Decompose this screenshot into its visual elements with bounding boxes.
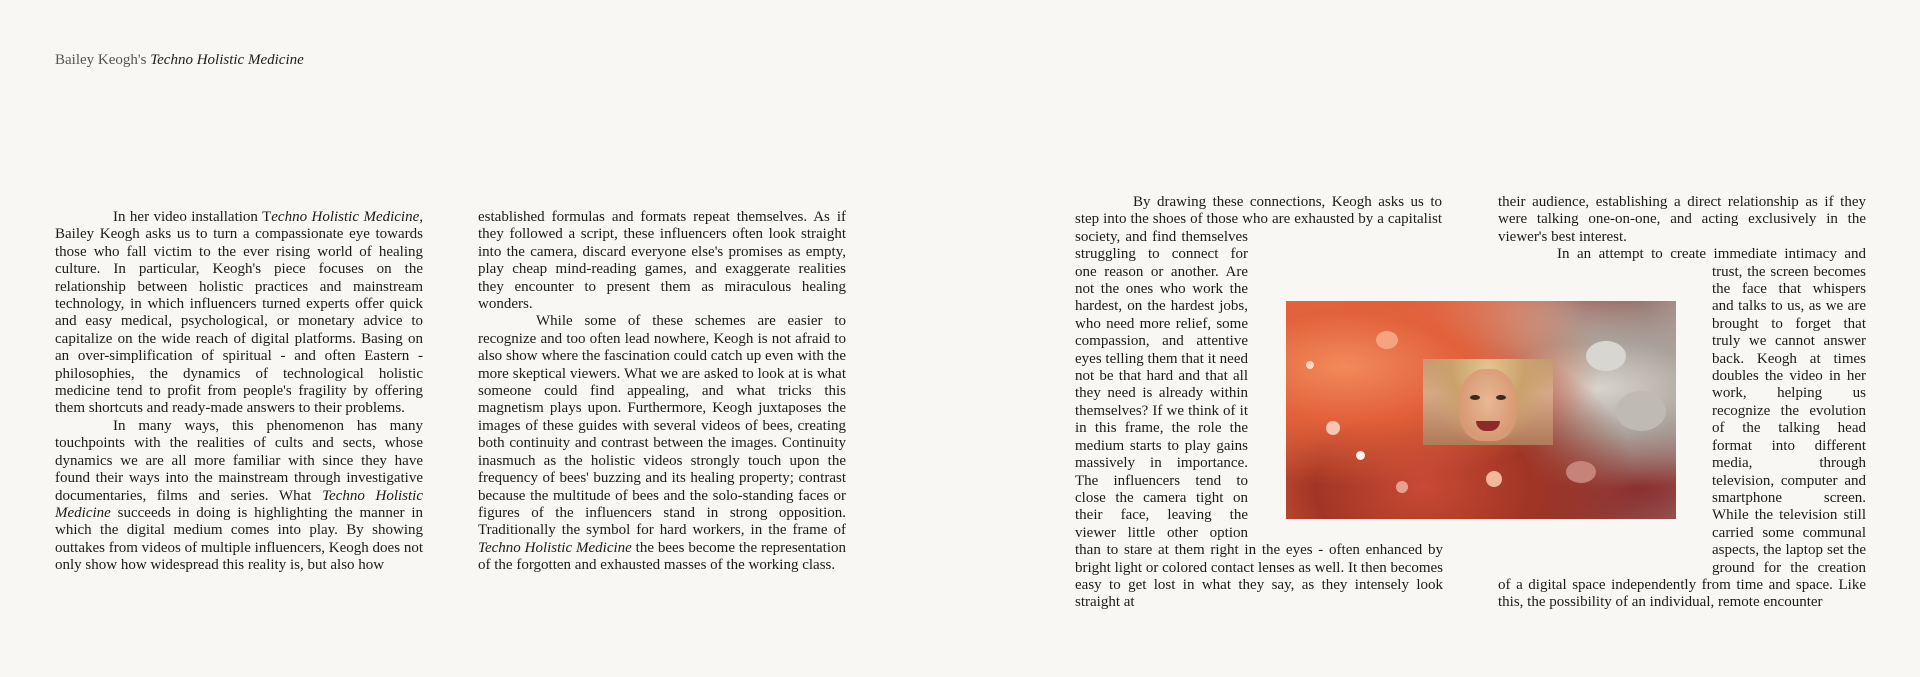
float-spacer: [1498, 246, 1499, 280]
paragraph: [55, 209, 423, 418]
header-title: Techno Holistic Medicine: [150, 52, 304, 68]
running-header: [55, 52, 304, 69]
paragraph: In an attempt to create immediate intimacy and trust, the screen becomes the face that whispers and talks to us, as we are brought to forget that truly we cannot answer back. Keogh at times doubles the video in her work, helping us recognize the evolution of the talking head format into different media, through television, computer and smartphone screen. While the television still carried some communal aspects, the laptop set the ground for the creation of a digital space independently from time and space. Like this, the possibility of an individual, remote encounter: [1498, 246, 1866, 611]
paragraph: their audience, establishing a direct relationship as if they were talking one-on-one, and acting exclusively in the viewer's best interest.: [1498, 194, 1866, 245]
paragraph: [55, 418, 423, 575]
influencer-face: [1423, 359, 1553, 445]
text-run: In her video installation T: [113, 209, 272, 225]
text-run: , Bailey Keogh asks us to turn a compassionate eye towards those who fall victim to the ever rising world of healing culture. In particular, Keogh's piece focuses on the relationship between holistic practices and mainstream technology, in which influencers turned experts offer quick and easy medical, psychological, or monetary advice to capitalize on the wide reach of digital platforms. Basing on an over-simplification of spiritual - and often Eastern - philosophies, the dynamics of technological holistic medicine tend to profit from people's fragility by offering them shortcuts and ready-made answers to their problems.: [55, 209, 423, 417]
text-run: the bees become the representation of the forgotten and exhausted masses of the working class.: [478, 539, 846, 574]
artwork-still-image: [1286, 301, 1676, 519]
text-run: succeeds in doing is highlighting the manner in which the digital medium comes into play. By showing outtakes from videos of multiple influencers, Keogh does not only show how widespread this reality is, but also how: [55, 504, 423, 574]
italic-title: Techno Holistic Medicine: [478, 539, 632, 556]
float-spacer: [1442, 194, 1443, 245]
italic-title: Techno Holistic Medicine: [55, 487, 424, 521]
paragraph: established formulas and formats repeat themselves. As if they followed a script, these influencers often look straight into the camera, discard everyone else's promises as empty, play cheap mind-reading games, and exaggerate realities they encounter to present them as miraculous healing wonders.: [478, 209, 846, 313]
text-run: While some of these schemes are easier to recognize and too often lead nowhere, Keogh is not afraid to also show where the fascination could catch up even with the more skeptical viewers. What we are asked to look at is what someone could find appealing, and what tricks this magnetism plays upon. Furthermore, Keogh juxtaposes the images of these guides with several videos of bees, creating both continuity and contrast between the images. Continuity inasmuch as the holistic videos strongly touch upon the frequency of bees' buzzing and its healing property; contrast because the multitude of bees and the solo-standing faces or figures of the influencers stand in strong opposition. Traditionally the symbol for hard workers, in the frame of: [478, 313, 846, 539]
italic-title: echno Holistic Medicine: [271, 209, 420, 225]
text-run: In many ways, this phenomenon has many touchpoints with the realities of cults and sects, whose dynamics we are all more familiar with since they have found their ways into the mainstream through investigative documentaries, films and series. What: [55, 417, 423, 504]
paragraph: By drawing these connections, Keogh asks us to step into the shoes of those who are exhausted by a capitalist society, and find themselves struggling to connect for one reason or another. Are not the ones who work the hardest, on the hardest jobs, who need more relief, some compassion, and attentive eyes telling them that it need not be that hard and that all they need is already within themselves? If we think of it in this frame, the role the medium starts to play gains massively in importance. The influencers tend to close the camera tight on their face, leaving the viewer little other option than to stare at them right in the eyes - often enhanced by bright light or colored contact lenses as well. It then becomes easy to get lost in what they say, as they intensely look straight at: [1075, 194, 1443, 611]
header-author: Bailey Keogh's: [55, 52, 147, 68]
column-1: [55, 209, 423, 575]
paragraph: [478, 313, 846, 574]
column-2: [478, 209, 846, 575]
